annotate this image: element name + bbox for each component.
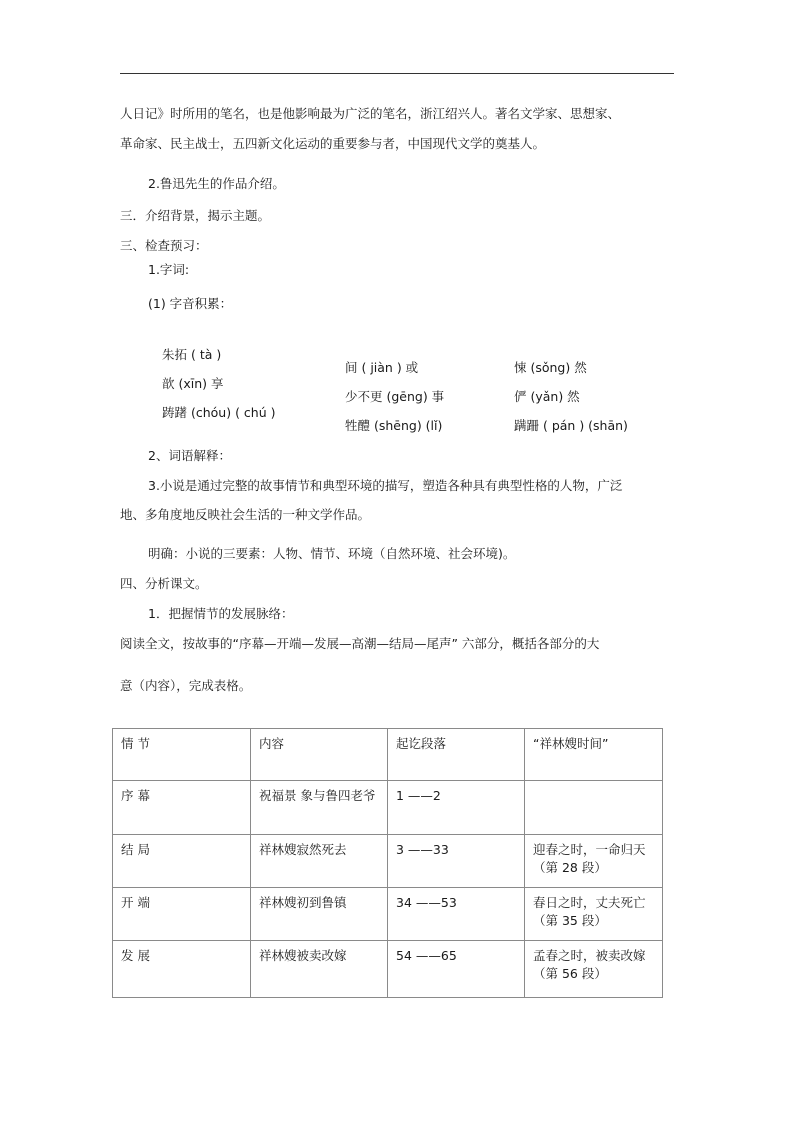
vocab-item: 悚 (sǒng) 然 [514,360,587,375]
paragraph: 意（内容），完成表格。 [120,678,252,693]
vocab-item: 少不更 (gēng) 事 [345,389,445,404]
paragraph: 阅读全文，按故事的“序幕—开端—发展—高潮—结局—尾声” 六部分，概括各部分的大 [120,636,600,651]
paragraph: 地、多角度地反映社会生活的一种文学作品。 [120,507,371,522]
table-cell: 结 局 [113,835,251,888]
vocab-item: 踌躇 (chóu) ( chú ) [162,405,276,420]
table-header-cell: 情 节 [113,729,251,781]
table-header-cell: 内容 [251,729,388,781]
table-cell: 祥林嫂初到鲁镇 [251,888,388,941]
table-cell: 序 幕 [113,781,251,835]
table-cell: 54 ——65 [388,941,525,998]
header-rule [120,73,674,74]
table-header-row [113,729,663,781]
table-cell: 1 ——2 [388,781,525,835]
table-cell [525,781,663,835]
table-header-cell: 起讫段落 [388,729,525,781]
table-row [113,888,663,941]
table-cell: 3 ——33 [388,835,525,888]
vocab-item: 歆 (xīn) 享 [162,376,224,391]
paragraph: 人日记》时所用的笔名，也是他影响最为广泛的笔名，浙江绍兴人。著名文学家、思想家、 [120,106,621,121]
vocab-item: 牲醴 (shēng) (lǐ) [345,418,443,433]
paragraph: 2.鲁迅先生的作品介绍。 [148,176,285,191]
table-row [113,781,663,835]
section-heading: 三．介绍背景，揭示主题。 [120,208,271,223]
table-cell: 迎春之时，一命归天（第 28 段） [525,835,663,888]
subheading: 1．把握情节的发展脉络： [148,606,294,621]
paragraph: 明确：小说的三要素：人物、情节、环境（自然环境、社会环境)。 [148,546,516,561]
table-cell: 孟春之时，被卖改嫁（第 56 段） [525,941,663,998]
vocab-item: 间 ( jiàn ) 或 [345,360,419,375]
table-row [113,941,663,998]
table-cell: 34 ——53 [388,888,525,941]
vocab-item: 朱拓 ( tà ) [162,347,222,362]
table-cell: 开 端 [113,888,251,941]
table-cell: 祥林嫂被卖改嫁 [251,941,388,998]
subheading: 1.字词: [148,262,190,277]
paragraph: 3.小说是通过完整的故事情节和典型环境的描写，塑造各种具有典型性格的人物，广泛 [148,478,623,493]
table-header-cell: “祥林嫂时间” [525,729,663,781]
subheading: 2、词语解释： [148,448,231,463]
table-cell: 春日之时，丈夫死亡（第 35 段） [525,888,663,941]
table-cell: 发 展 [113,941,251,998]
vocab-item: 蹒跚 ( pán ) (shān) [514,418,628,433]
table-cell: 祥林嫂寂然死去 [251,835,388,888]
plot-table [112,728,663,998]
vocab-item: 俨 (yǎn) 然 [514,389,580,404]
section-heading: 三、检查预习： [120,238,208,253]
table-row [113,835,663,888]
subheading: (1) 字音积累： [148,296,233,311]
paragraph: 革命家、民主战士，五四新文化运动的重要参与者，中国现代文学的奠基人。 [120,136,546,151]
section-heading: 四、分析课文。 [120,576,208,591]
table-cell: 祝福景 象与鲁四老爷 [251,781,388,835]
